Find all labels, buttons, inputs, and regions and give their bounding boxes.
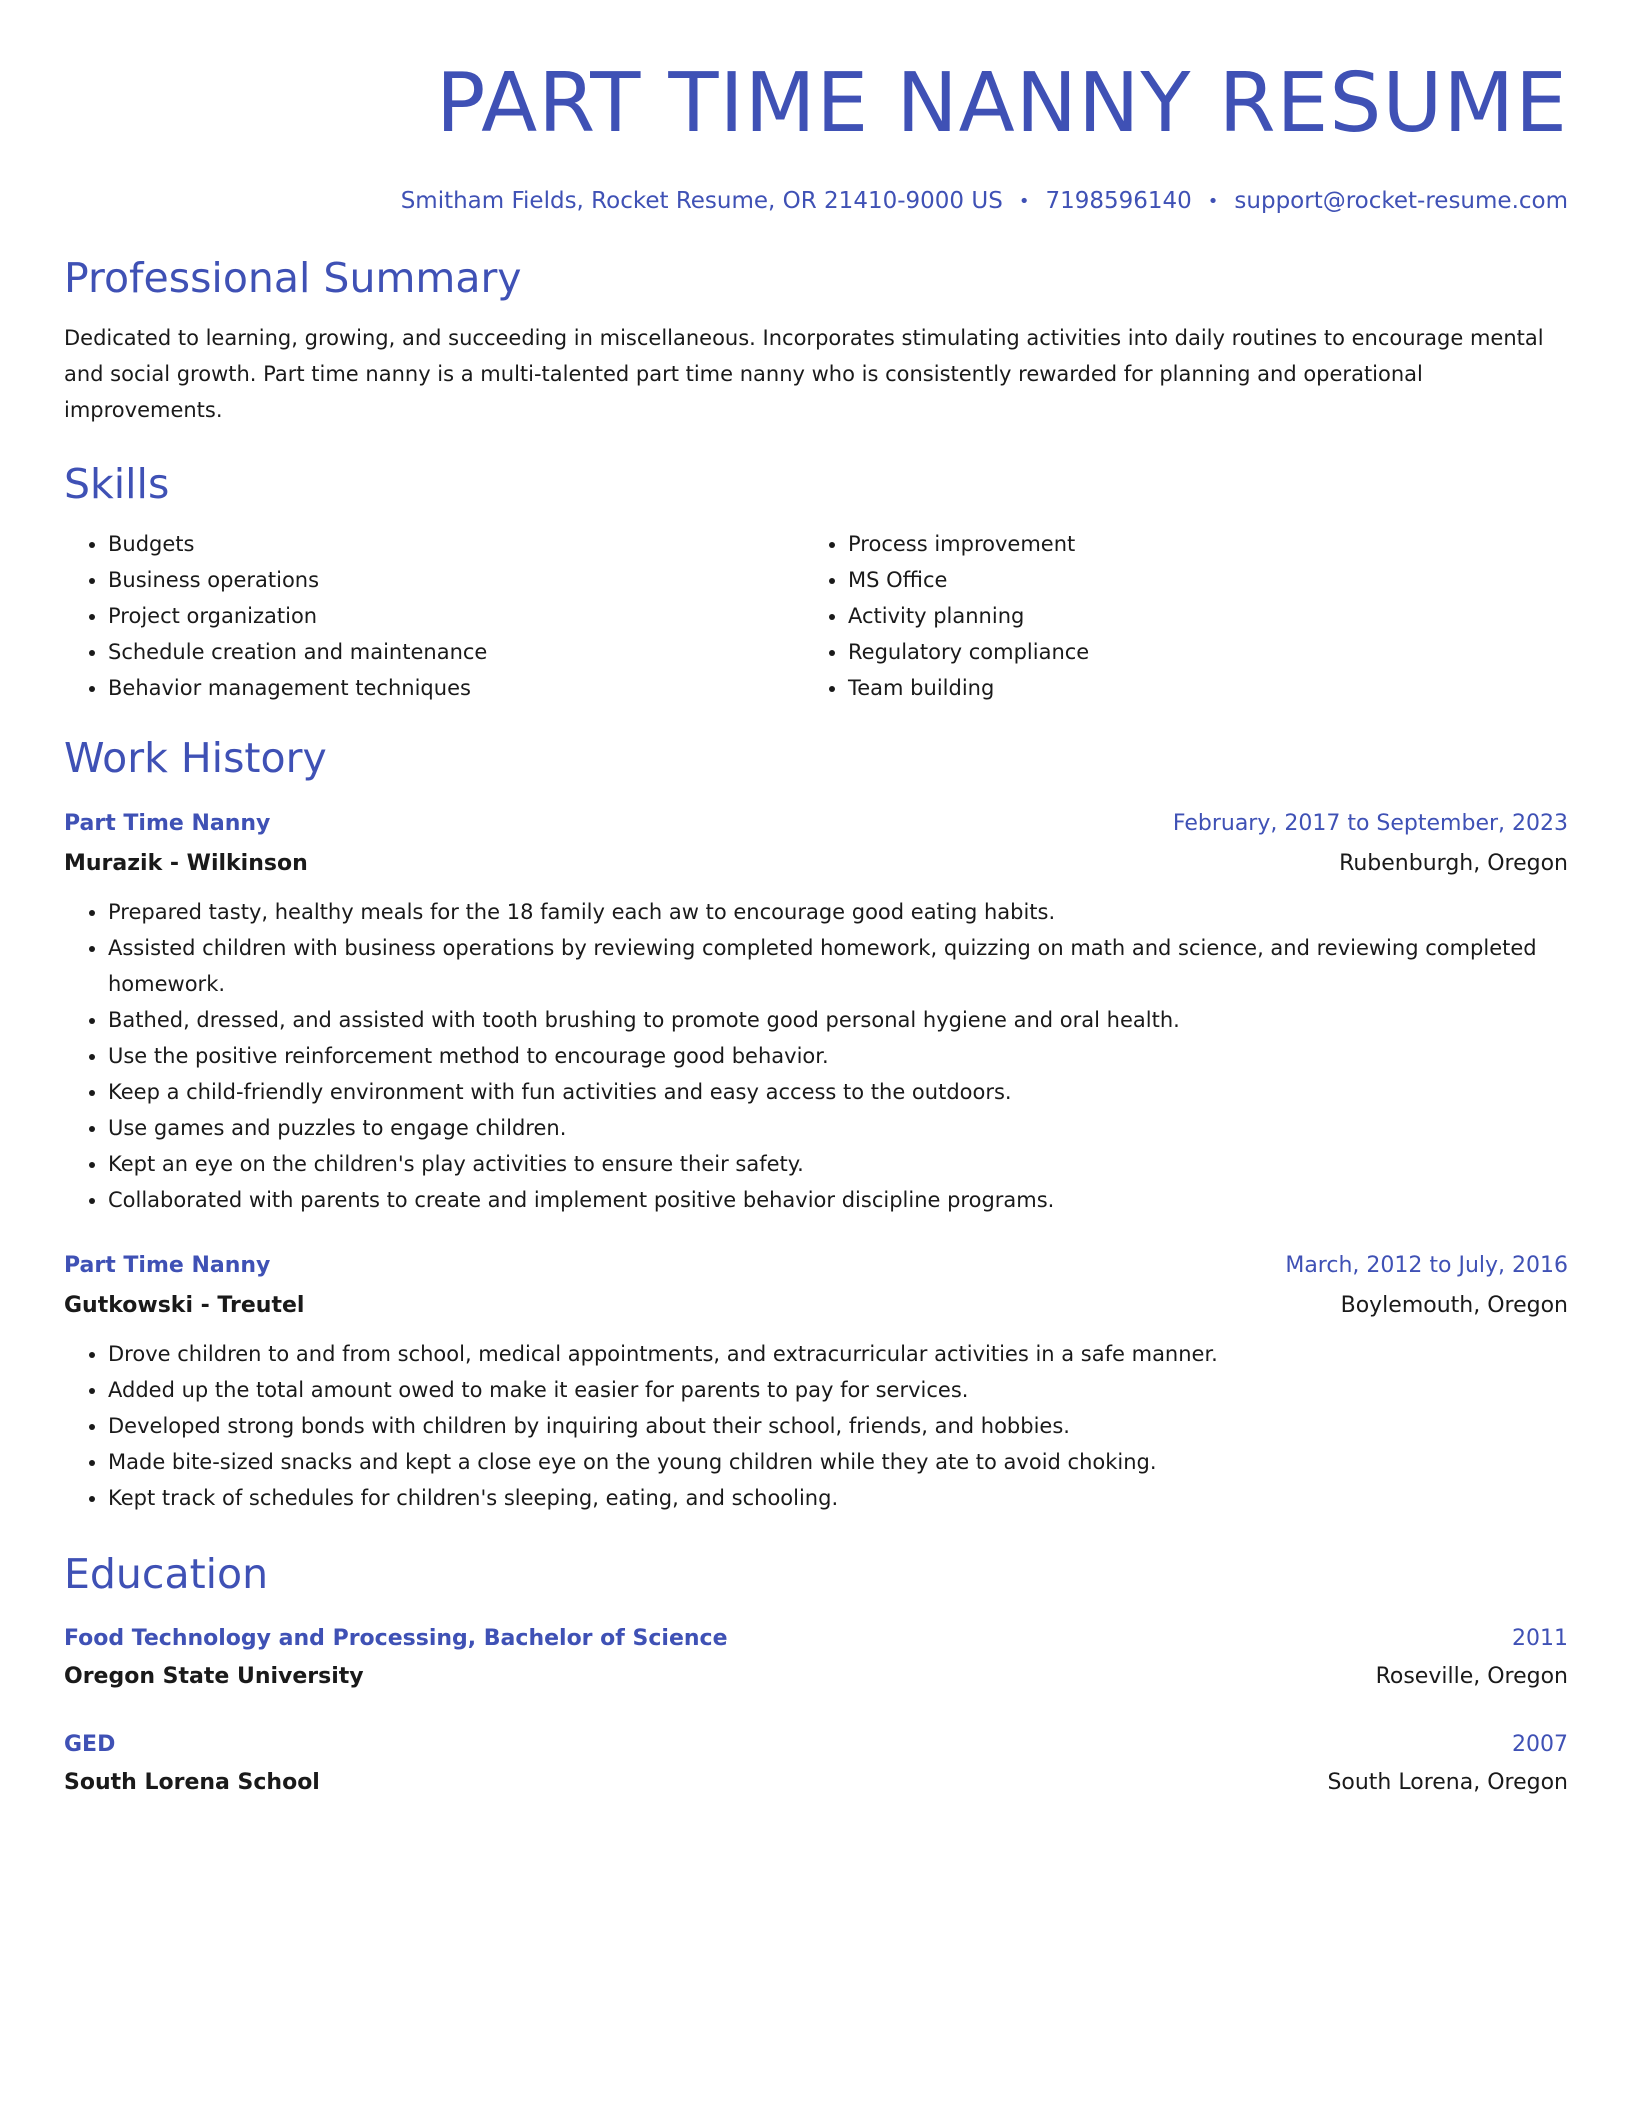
job-duty: • Developed strong bonds with children by inquiring about their school, friends, and hobbies. xyxy=(108,1408,1568,1444)
job-company-row xyxy=(64,844,1568,884)
summary-heading: Professional Summary xyxy=(64,254,522,302)
work-history-heading: Work History xyxy=(64,734,327,782)
job-duty: • Drove children to and from school, medical appointments, and extracurricular activities in a safe manner. xyxy=(108,1336,1568,1372)
job-duty: • Kept an eye on the children's play activities to ensure their safety. xyxy=(108,1146,1568,1182)
education-year: 2007 xyxy=(1512,1732,1568,1757)
education-degree: GED xyxy=(64,1732,116,1757)
education-school: South Lorena School xyxy=(64,1770,320,1795)
skill-item: • Schedule creation and maintenance xyxy=(108,634,804,670)
contact-separator: • xyxy=(1207,191,1219,212)
contact-email: support@rocket-resume.com xyxy=(1234,188,1568,214)
skill-item: • Budgets xyxy=(108,526,804,562)
job-dates: February, 2017 to September, 2023 xyxy=(1172,811,1568,836)
job-location: Boylemouth, Oregon xyxy=(1340,1293,1568,1318)
summary-text: Dedicated to learning, growing, and succeeding in miscellaneous. Incorporates stimulating activities into daily routines to encourage mental and social growth. Part time nanny is a multi-talented part time nanny who is consistently rewarded for planning and operational improvements. xyxy=(64,326,1544,422)
contact-address: Smitham Fields, Rocket Resume, OR 21410-9000 US xyxy=(400,188,1003,214)
skills-column-left xyxy=(64,526,804,706)
education-entry xyxy=(64,1726,1568,1802)
skills-column-right xyxy=(804,526,1544,706)
skill-item: • Team building xyxy=(848,670,1544,706)
resume-title: PART TIME NANNY RESUME xyxy=(435,56,1568,151)
education-degree-row xyxy=(64,1620,1568,1658)
job-company: Gutkowski - Treutel xyxy=(64,1293,305,1318)
job-duty: • Keep a child-friendly environment with fun activities and easy access to the outdoors. xyxy=(108,1074,1568,1110)
education-location: Roseville, Oregon xyxy=(1375,1664,1568,1689)
job-duty: • Added up the total amount owed to make it easier for parents to pay for services. xyxy=(108,1372,1568,1408)
skill-item: • Activity planning xyxy=(848,598,1544,634)
education-school-row xyxy=(64,1658,1568,1696)
education-year: 2011 xyxy=(1512,1626,1568,1651)
skill-item: • MS Office xyxy=(848,562,1544,598)
job-title-row xyxy=(64,804,1568,844)
skill-item: • Business operations xyxy=(108,562,804,598)
resume-header xyxy=(64,0,1568,217)
education-entry xyxy=(64,1620,1568,1696)
skills-heading: Skills xyxy=(64,460,170,508)
contact-line xyxy=(64,186,1568,217)
education-school-row xyxy=(64,1764,1568,1802)
education-degree-row xyxy=(64,1726,1568,1764)
skill-item: • Regulatory compliance xyxy=(848,634,1544,670)
job-entry xyxy=(64,804,1568,1218)
education-degree: Food Technology and Processing, Bachelor of Science xyxy=(64,1626,728,1651)
job-duty: • Use games and puzzles to engage children. xyxy=(108,1110,1568,1146)
job-dates: March, 2012 to July, 2016 xyxy=(1285,1253,1568,1278)
job-title: Part Time Nanny xyxy=(64,1253,271,1278)
job-duty: • Made bite-sized snacks and kept a close eye on the young children while they ate to avoid choking. xyxy=(108,1444,1568,1480)
job-duty: • Use the positive reinforcement method to encourage good behavior. xyxy=(108,1038,1568,1074)
job-location: Rubenburgh, Oregon xyxy=(1339,851,1568,876)
job-duty: • Kept track of schedules for children's sleeping, eating, and schooling. xyxy=(108,1480,1568,1516)
job-company-row xyxy=(64,1286,1568,1326)
job-duty: • Assisted children with business operations by reviewing completed homework, quizzing on math and science, and reviewing completed homework. xyxy=(108,930,1568,1002)
education-location: South Lorena, Oregon xyxy=(1327,1770,1568,1795)
skill-item: • Process improvement xyxy=(848,526,1544,562)
education-heading: Education xyxy=(64,1550,269,1598)
contact-separator: • xyxy=(1018,191,1030,212)
skills-list xyxy=(64,526,1568,706)
job-duties xyxy=(64,1336,1568,1516)
job-company: Murazik - Wilkinson xyxy=(64,851,308,876)
job-duty: • Bathed, dressed, and assisted with tooth brushing to promote good personal hygiene and oral health. xyxy=(108,1002,1568,1038)
job-entry xyxy=(64,1246,1568,1516)
contact-phone: 7198596140 xyxy=(1045,188,1192,214)
job-duties xyxy=(64,894,1568,1218)
skill-item: • Project organization xyxy=(108,598,804,634)
job-title: Part Time Nanny xyxy=(64,811,271,836)
job-title-row xyxy=(64,1246,1568,1286)
job-duty: • Prepared tasty, healthy meals for the 18 family each aw to encourage good eating habits. xyxy=(108,894,1568,930)
skill-item: • Behavior management techniques xyxy=(108,670,804,706)
education-school: Oregon State University xyxy=(64,1664,364,1689)
job-duty: • Collaborated with parents to create and implement positive behavior discipline programs. xyxy=(108,1182,1568,1218)
